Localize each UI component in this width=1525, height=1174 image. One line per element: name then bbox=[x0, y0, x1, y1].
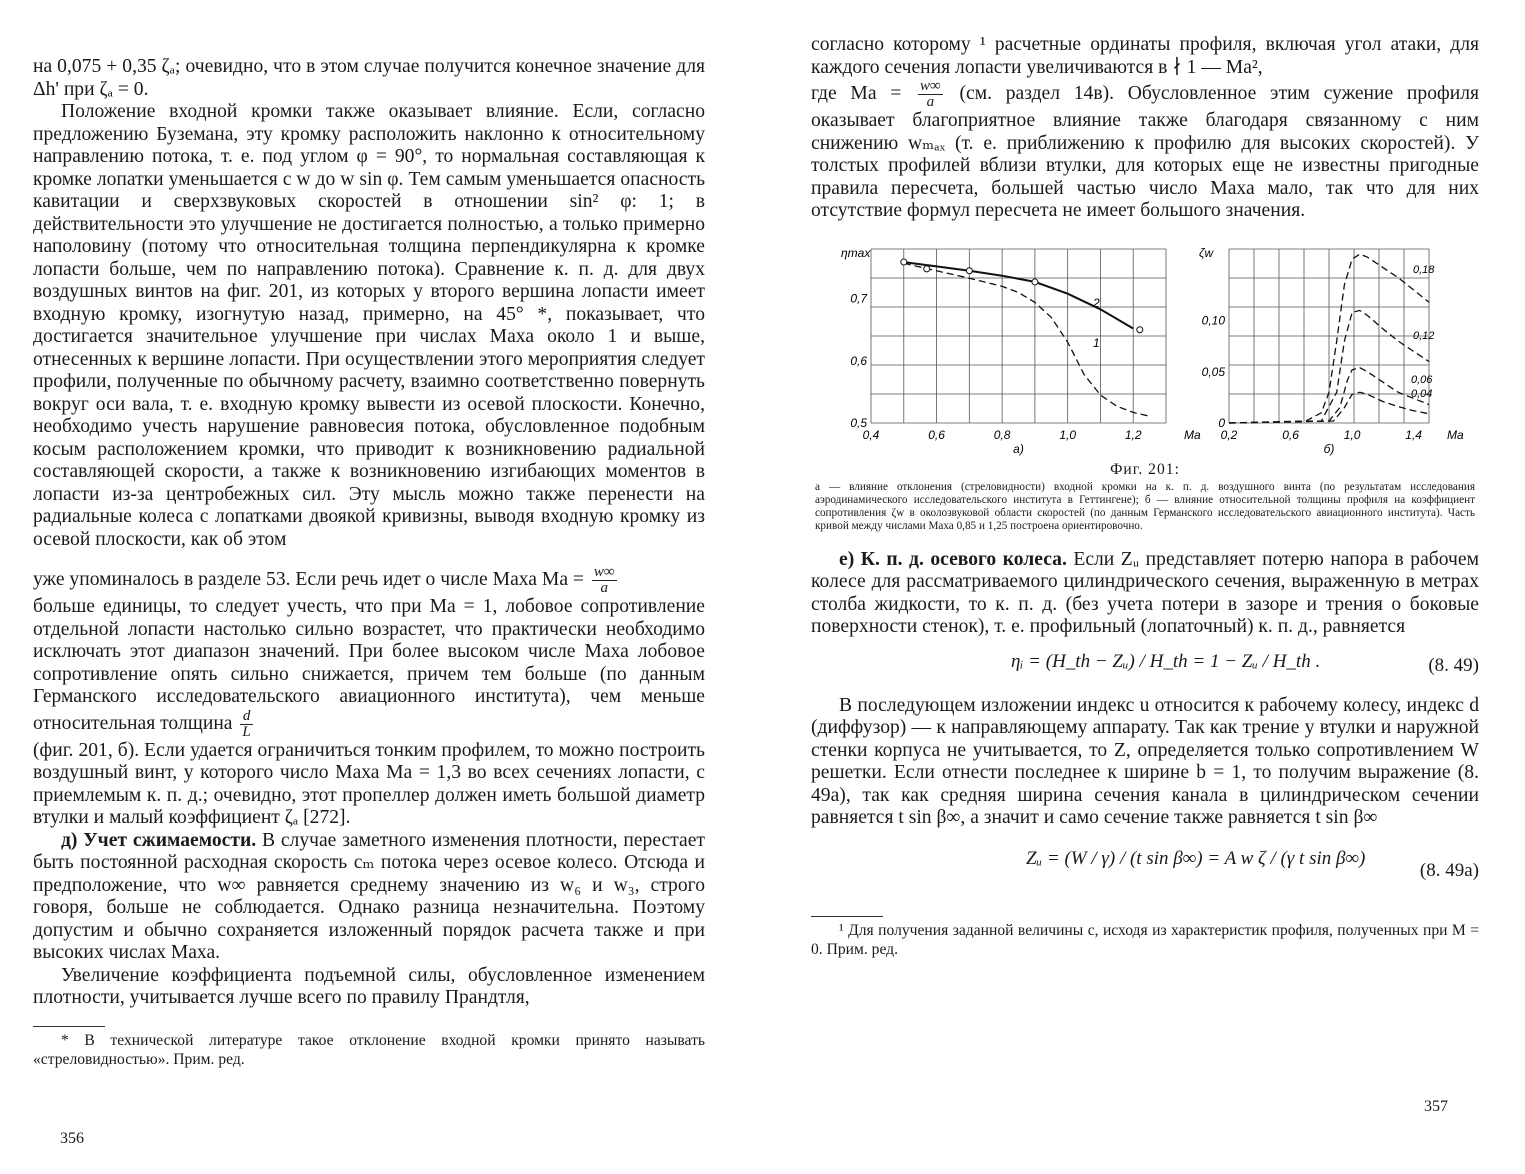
left-paragraph-1: на 0,075 + 0,35 ζₐ; очевидно, что в этом случае получится конечное значение для Δh' при ζₐ = 0. bbox=[33, 56, 705, 100]
equation-body: ηᵢ = (H_th − Zᵤ) / H_th = 1 − Zᵤ / H_th . bbox=[1011, 650, 1321, 672]
drag-text: больше единицы, то следует учесть, что при Ma = 1, лобовое сопротивление отдельной лопасти настолько сильно возрастет, что практически необходимо исключать этот диапазон значений. При более высоком числе Маха лобовое сопротивление опять сильно снижается, причем тем больше (по данным Германского исследовательского авиационного института), чем меньше относительная толщина bbox=[33, 596, 705, 734]
figure-201-svg bbox=[811, 237, 1479, 457]
left-paragraph-mach bbox=[33, 565, 705, 596]
right-paragraph-1: согласно которому ¹ расчетные ординаты профиля, включая угол атаки, для каждого сечения лопасти увеличиваются в ∤ 1 — Ma², bbox=[811, 34, 1479, 78]
series-line-1 bbox=[904, 263, 1150, 416]
x-tick-label: 1,0 bbox=[1343, 427, 1361, 442]
fraction-numerator: d bbox=[240, 709, 252, 725]
y-tick-label: 0,10 bbox=[1201, 313, 1225, 328]
left-column bbox=[33, 56, 705, 1069]
section-e-text: Если Zᵤ представляет потерю напора в рабочем колесе для рассматриваемого цилиндрического сечения, выраженную в метрах столба жидкости, то к. п. д. (без учета потери в зазоре и трения о боковые поверхности стенок), т. е. профильный (лопаточный) к. п. д., равняется bbox=[811, 548, 1479, 637]
mach-text: уже упоминалось в разделе 53. Если речь идет о числе Маха Ma = bbox=[33, 569, 584, 590]
fraction-denominator: a bbox=[926, 94, 935, 110]
spacer bbox=[33, 551, 705, 565]
y-tick-label: 0,5 bbox=[850, 415, 867, 430]
section-e-label: е) bbox=[839, 548, 855, 570]
y-tick-label: 0,7 bbox=[850, 291, 867, 306]
equation-8-49a bbox=[811, 838, 1479, 900]
x-tick-label: 0,4 bbox=[862, 427, 880, 442]
data-point bbox=[966, 267, 972, 273]
right-page bbox=[762, 0, 1525, 1174]
equation-number: (8. 49) bbox=[1428, 654, 1479, 676]
x-tick-label: 1,2 bbox=[1124, 427, 1142, 442]
equation-8-49 bbox=[811, 643, 1479, 691]
mach-def-text: где Ma = bbox=[811, 83, 902, 104]
y-axis-label: ζw bbox=[1199, 245, 1214, 260]
fraction-dL bbox=[240, 709, 252, 740]
series-label: 0,04 bbox=[1411, 387, 1433, 400]
equation-number: (8. 49а) bbox=[1419, 859, 1479, 881]
fraction-denominator: L bbox=[242, 723, 251, 740]
series-label: 0,18 bbox=[1413, 263, 1435, 276]
chart-a bbox=[841, 246, 1201, 456]
right-column bbox=[811, 34, 1479, 959]
left-footnote: * В технической литературе такое отклонение входной кромки принято называть «стреловидностью». Прим. ред. bbox=[33, 1031, 705, 1068]
x-tick-label: 1,0 bbox=[1059, 427, 1077, 442]
data-point bbox=[1137, 326, 1143, 332]
equation-body: Zᵤ = (W / γ) / (t sin β∞) = A w ζ / (γ t sin β∞) bbox=[1026, 847, 1366, 869]
y-tick-label: 0 bbox=[1218, 415, 1225, 430]
figure-caption: Фиг. 201: bbox=[1110, 460, 1180, 478]
x-axis-label: Ma bbox=[1184, 427, 1201, 442]
fraction-mach bbox=[592, 565, 617, 596]
footnote-rule bbox=[33, 1026, 105, 1027]
section-d-text: В случае заметного изменения плотности, перестает быть постоянной расходная скорость cₘ потока через осевое колесо. Отсюда и предположение, что w∞ равняется среднему значению из w₆ и w₃, строго говоря, больше не соблюдается. Однако разница незначительна. Поэтому допустим и обычно сохраняется изложенный порядок расчета также и при высоких числах Маха. bbox=[33, 829, 705, 963]
x-tick-label: 0,2 bbox=[1220, 427, 1238, 442]
page-number-left: 356 bbox=[60, 1130, 84, 1147]
right-footnote: ¹ Для получения заданной величины c, исходя из характеристик профиля, полученных при M = 0. Прим. ред. bbox=[811, 921, 1479, 958]
series-label: 0,06 bbox=[1411, 373, 1433, 386]
series-label: 2 bbox=[1093, 295, 1100, 310]
series-label: 1 bbox=[1093, 335, 1100, 350]
data-point bbox=[901, 259, 907, 265]
left-paragraph-4: (фиг. 201, б). Если удается ограничиться тонким профилем, то можно построить воздушный винт, у которого число Маха Ma = 1,3 во всех сечениях лопасти, с приемлемым к. п. д.; очевидно, этот пропеллер должен иметь большой диаметр втулки и малый коэффициент ζₐ [272]. bbox=[33, 739, 705, 828]
data-point bbox=[1032, 278, 1038, 284]
x-tick-label: 0,6 bbox=[1282, 427, 1299, 442]
spacer bbox=[811, 533, 1479, 549]
panel-label: б) bbox=[1323, 441, 1335, 456]
right-paragraph-f: В последующем изложении индекс u относится к рабочему колесу, индекс d (диффузор) — к направляющему аппарату. Так как трение у втулки и наружной стенки корпуса не учитывается, то Z, определяется только сопротивлением W решетки. Если отнести последнее к ширине b = 1, то получим выражение (8. 49а), так как средняя ширина сечения канала в цилиндрическом сечении равняется t sin β∞, а значит и само сечение также равняется t sin β∞ bbox=[811, 694, 1479, 828]
panel-label: а) bbox=[1013, 441, 1024, 456]
x-axis-label: Ma bbox=[1447, 427, 1464, 442]
chart-b bbox=[1199, 246, 1464, 456]
y-axis-label: ηmax bbox=[841, 245, 871, 260]
fraction-mach-right bbox=[918, 79, 943, 110]
series-label: 0,12 bbox=[1413, 329, 1435, 342]
fraction-numerator: w∞ bbox=[593, 564, 615, 580]
y-tick-label: 0,6 bbox=[850, 353, 867, 368]
y-tick-label: 0,05 bbox=[1201, 364, 1225, 379]
left-page bbox=[0, 0, 762, 1174]
section-e-title: К. п. д. осевого колеса. bbox=[860, 548, 1067, 570]
footnote-rule bbox=[811, 916, 883, 917]
page-number-right: 357 bbox=[1424, 1098, 1448, 1115]
section-d-title: Учет сжимаемости. bbox=[83, 829, 257, 851]
right-paragraph-1b bbox=[811, 79, 1479, 223]
section-e-paragraph bbox=[811, 549, 1479, 639]
x-tick-label: 0,8 bbox=[993, 427, 1011, 442]
mach-def-continuation: (см. раздел 14в). Обусловленное этим сужение профиля оказывает благоприятное влияние также благодаря связанному с ним снижению wₘₐₓ (т. е. приближению к профилю для высоких скоростей). У толстых профилей вблизи втулки, для которых еще не известны пригодные правила пересчета, большей частью число Маха мало, так что для них отсутствие формул пересчета не имеет большого значения. bbox=[811, 83, 1479, 221]
x-tick-label: 0,6 bbox=[928, 427, 945, 442]
figure-201 bbox=[811, 237, 1479, 457]
section-d-label: д) bbox=[61, 829, 78, 851]
section-d-paragraph bbox=[33, 830, 705, 965]
left-paragraph-last: Увеличение коэффициента подъемной силы, обусловленное изменением плотности, учитывается лучше всего по правилу Прандтля, bbox=[33, 964, 705, 1008]
data-point bbox=[924, 265, 930, 271]
left-paragraph-2: Положение входной кромки также оказывает влияние. Если, согласно предложению Буземана, эту кромку расположить наклонно к относительному направлению потока, т. е. под углом φ = 90°, то нормальная составляющая к кромке лопатки уменьшается с w до w sin φ. Тем самым уменьшается опасность кавитации и сверхзвуковых скоростей в отношении sin² φ: 1; в действительности это улучшение не достигается полностью, а только примерно наполовину (потому что относительная толщина перпендикулярна к кромке лопасти больше, чем по направлению потока). Сравнение к. п. д. для двух воздушных винтов на фиг. 201, из которых у второго вершина лопасти имеет входную кромку, изогнутую назад, примерно, на 45° *, показывает, что достигается значительное улучшение при числах Маха около 1 и выше, отнесенных к вершине лопасти. При осуществлении этого мероприятия следует профили, полученные по обычному расчету, взаимно соответственно повернуть вокруг оси вала, т. е. входную кромку вывести из осевой плоскости. Конечно, необходимо учесть нарушение равновесия потока, обусловленное подобным косым расположением кромки, что приводит к возникновению радиальной составляющей скорости, а также к возникновению изгибающих моментов в лопасти из-за центробежных сил. Эту мысль можно также перенести на радиальные колеса с лопатками двоякой кривизны, выводя входную кромку из осевой плоскости, как об этом bbox=[33, 101, 705, 550]
fraction-denominator: a bbox=[600, 580, 608, 596]
fraction-numerator: w∞ bbox=[920, 78, 941, 94]
left-paragraph-3 bbox=[33, 596, 705, 740]
x-tick-label: 1,4 bbox=[1405, 427, 1422, 442]
figure-legend: а — влияние отклонения (стреловидности) входной кромки на к. п. д. воздушного винта (по результатам исследования аэродинамического исследовательского института в Геттингене); б — влияние относительной толщины профиля на коэффициент сопротивления ζw в околозвуковой области скоростей (по данным Германского исследовательского авиационного института). Часть кривой между числами Маха 0,85 и 1,25 построена ориентировочно. bbox=[815, 480, 1475, 532]
